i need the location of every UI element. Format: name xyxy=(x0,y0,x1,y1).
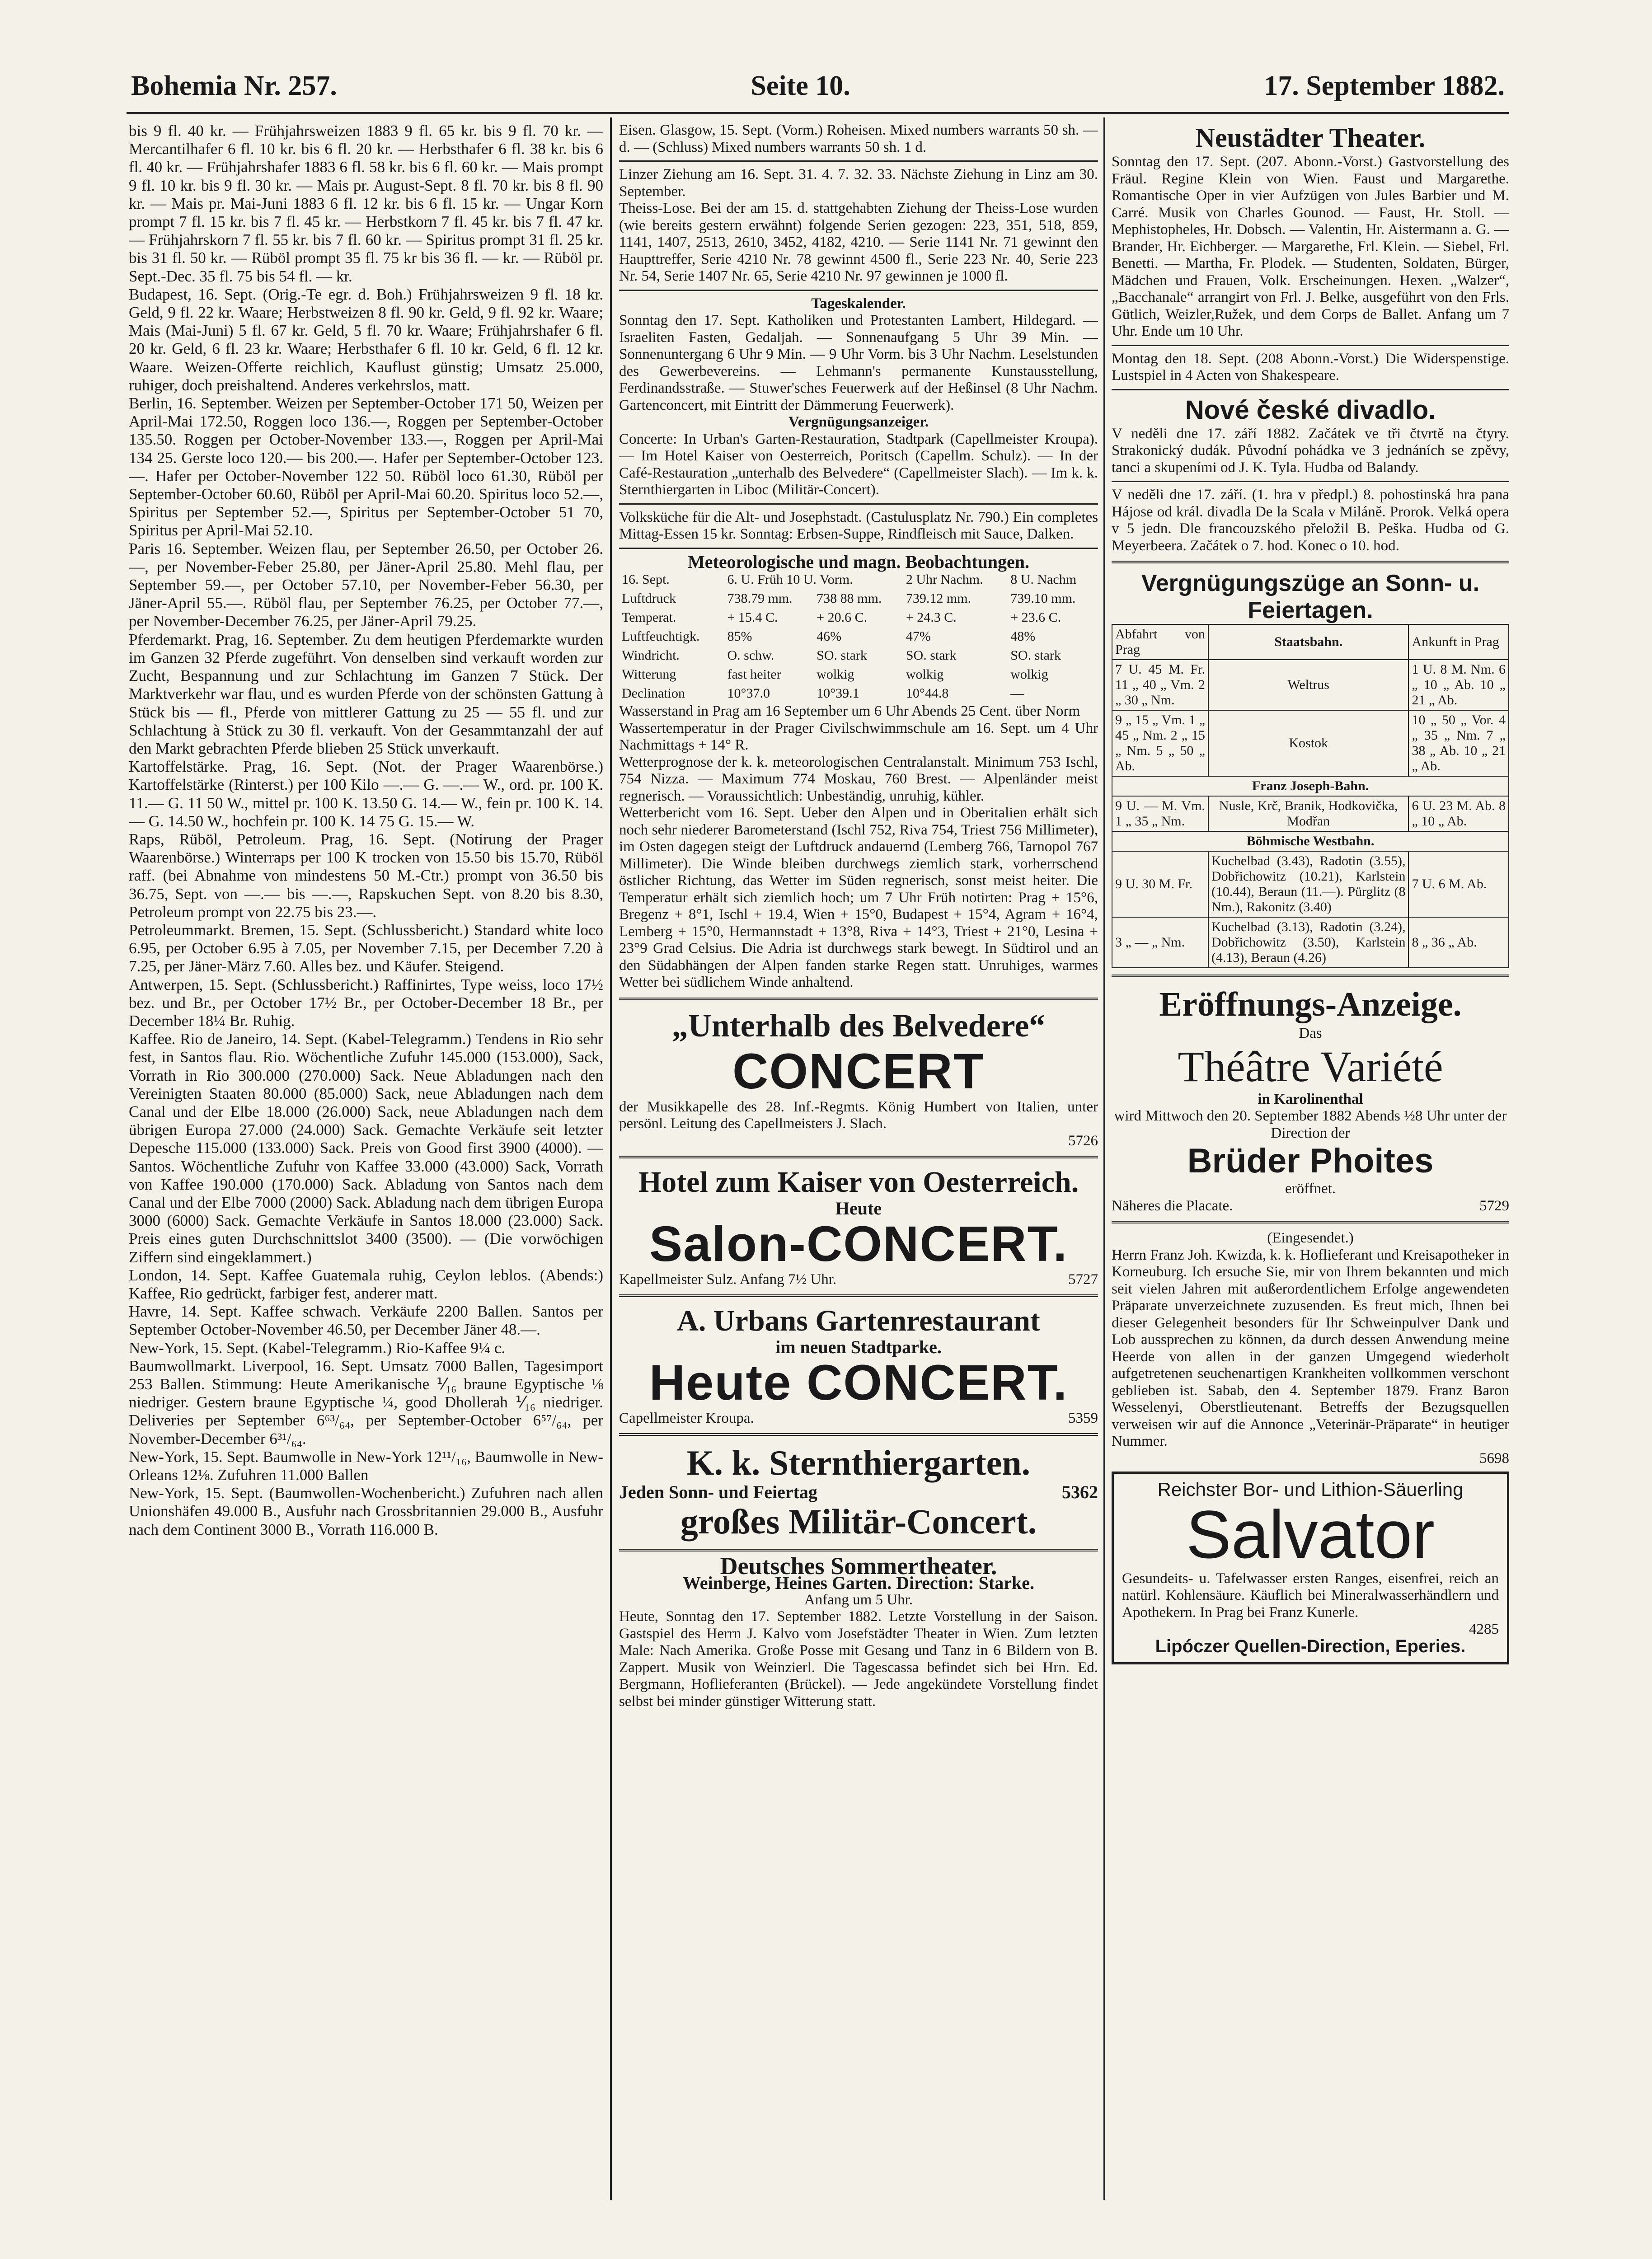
ad-theatre-variete xyxy=(1112,984,1509,1214)
column-3-theatre xyxy=(1112,122,1509,2200)
theatre-program: Sonntag den 17. Sept. (207. Abonn.-Vorst.) Gastvorstellung des Fräul. Regine Klein von Wien. Faust und Margarethe. Romantische Oper in vier Aufzügen von Jules Barbier und M. Carré. Musik von Charles Gounod. — Faust, Hr. Stoll. — Mephistopheles, Hr. Dobsch. — Valentin, Hr. Aistermann a. G. — Brander, Hr. Eichberger. — Margarethe, Frl. Klein. — Siebel, Frl. Benetti. — Martha, Fr. Plodek. — Studenten, Soldaten, Bürger, Mädchen und Frauen, Volk. Erscheinungen. Hexen. „Walzer“, „Bacchanale“ arrangirt von Frl. J. Belke, ausgeführt von den Frls. Gütlich, Weizler,Ružek, und dem Corps de Ballet. Anfang um 7 Uhr. Ende um 10 Uhr. xyxy=(1112,154,1509,339)
weather-cell: wolkig xyxy=(1010,667,1048,682)
weather-cell: wolkig xyxy=(906,667,944,682)
ad-text: eröffnet. xyxy=(1285,1181,1336,1197)
ad-headline: CONCERT xyxy=(732,1043,985,1099)
czech-theatre-program: V neděli dne 17. září 1882. Začátek ve tři čtvrtě na čtyry. Strakonický dudák. Původní pohádka ve 3 jednáních se zpěvy, tanci a skupeními od J. K. Tyla. Hudba od Balandy. xyxy=(1112,425,1509,476)
weather-head: 16. Sept. xyxy=(622,572,670,587)
weather-cell: SO. stark xyxy=(1010,648,1061,663)
czech-theatre-title: Nové české divadlo. xyxy=(1185,395,1436,425)
timetable-cell: 8 „ 36 „ Ab. xyxy=(1408,917,1509,968)
ad-title: Hotel zum Kaiser von Oesterreich. xyxy=(638,1166,1079,1199)
entertainment-text: Concerte: In Urban's Garten-Restauration, Stadtpark (Capellmeister Kroupa). — Im Hotel Kaiser von Oesterreich, Poritsch (Capellm. Schulz). — In der Café-Restauration „unterhalb des Belvedere“ (Capellmeister Slach). — Im k. k. Sternthiergarten in Liboc (Militär-Concert). xyxy=(619,431,1098,498)
timetable-cell: Kuchelbad (3.13), Radotin (3.24), Dobřichowitz (3.50), Karlstein (4.13), Beraun (4.26) xyxy=(1208,917,1409,968)
timetable-cell: 6 U. 23 M. Ab. 8 „ 10 „ Ab. xyxy=(1408,796,1509,831)
weather-cell: 10°39.1 xyxy=(817,686,859,701)
ad-headline: Salon-CONCERT. xyxy=(649,1216,1068,1272)
ad-subtitle: im neuen Stadtparke. xyxy=(775,1337,942,1357)
ad-text: Gesundeits- u. Tafelwasser ersten Ranges, eisenfrei, reich an natürl. Kohlensäure. Käuflich bei Mineralwasserhändlern und Apothekern. In Prag bei Franz Kunerle. xyxy=(1122,1570,1499,1621)
ad-text: in Karolinenthal xyxy=(1258,1091,1363,1107)
weather-title: Meteorologische und magn. Beobachtungen. xyxy=(688,551,1029,572)
ad-headline: großes Militär-Concert. xyxy=(680,1501,1037,1541)
timetable-cell: 7 U. 6 M. Ab. xyxy=(1408,851,1509,917)
ad-number: 4285 xyxy=(1469,1621,1499,1637)
weather-cell: + 15.4 C. xyxy=(727,610,778,625)
ad-kwizda xyxy=(1112,1230,1509,1467)
timetable-cell: 3 „ — „ Nm. xyxy=(1112,917,1208,968)
ad-headline: Heute CONCERT. xyxy=(649,1354,1068,1411)
weather-cell: 738.79 mm. xyxy=(727,591,793,606)
weather-cell: 739.10 mm. xyxy=(1010,591,1076,606)
header-publication: Bohemia Nr. 257. xyxy=(131,70,337,101)
timetable-cell: Nusle, Krč, Branik, Hodkovička, Modřan xyxy=(1208,796,1409,831)
market-report: Baumwollmarkt. Liverpool, 16. Sept. Umsatz 7000 Ballen, Tagesimport 253 Ballen. Stimmung: Heute Amerikanische ⅟₁₆ braune Egyptische ⅛ niedriger. Gestern braune Egyptische ¼, good Dhollerah ⅟₁₆ niedriger. Deliveries per September 6⁶³/₆₄, per September-October 6⁵⁷/₆₄, per November-December 6³¹/₆₄. xyxy=(129,1357,603,1448)
ad-text: Heute, Sonntag den 17. September 1882. Letzte Vorstellung in der Saison. Gastspiel des Herrn J. Kalvo vom Josefstädter Theater in Wien. Zum letzten Male: Nach Amerika. Große Posse mit Gesang und Tanz in 6 Bildern von B. Zappert. Musik von Weinzierl. Die Tagescassa befindet sich bei Hrn. Ed. Bergmann, Hoflieferanten (Brückel). — Jede angekündete Vorstellung findet selbst bei minder günstiger Witterung statt. xyxy=(619,1608,1098,1710)
market-report: Budapest, 16. Sept. (Orig.-Te egr. d. Boh.) Frühjahrsweizen 9 fl. 18 kr. Geld, 9 fl. 22 kr. Waare; Herbstweizen 8 fl. 90 kr. Geld, 9 fl. 92 kr. Waare; Mais (Mai-Juni) 5 fl. 67 kr. Geld, 5 fl. 70 kr. Waare; Frühjahrshafer 6 fl. 20 kr. Geld, 6 fl. 23 kr. Waare; Herbsthafer 6 fl. 10 kr. Geld, 6 fl. 12 kr. Waare. Weizen-Offerte reichlich, Kauflust günstig; Umsatz 25.000, ruhiger, doch preishaltend. Anderes verkehrslos, matt. xyxy=(129,285,603,394)
market-report: Havre, 14. Sept. Kaffee schwach. Verkäufe 2200 Ballen. Santos per September October-November 46.50, per December Jäner 48.—. xyxy=(129,1303,603,1339)
weather-cell: fast heiter xyxy=(727,667,781,682)
timetable-cell: 10 „ 50 „ Vor. 4 „ 35 „ Nm. 7 „ 38 „ Ab. 10 „ 21 „ Ab. xyxy=(1408,710,1509,776)
timetable-line-title: Böhmische Westbahn. xyxy=(1112,831,1509,851)
ad-number: 5726 xyxy=(1068,1132,1098,1149)
weather-head: 8 U. Nachm xyxy=(1010,572,1077,587)
calendar-title: Tageskalender. xyxy=(811,295,906,312)
weather-cell: 47% xyxy=(906,629,931,644)
weather-cell: 85% xyxy=(727,629,752,644)
market-report: New-York, 15. Sept. Baumwolle in New-York 12¹¹/₁₆, Baumwolle in New-Orleans 12⅛. Zufuhren 11.000 Ballen xyxy=(129,1448,603,1484)
ad-number: 5698 xyxy=(1479,1450,1509,1467)
iron-report: Eisen. Glasgow, 15. Sept. (Vorm.) Roheisen. Mixed numbers warrants 50 sh. — d. — (Schluss) Mixed numbers warrants 50 sh. 1 d. xyxy=(619,122,1098,155)
weather-cell: Windricht. xyxy=(622,648,680,663)
divider xyxy=(1112,481,1509,482)
weather-cell: wolkig xyxy=(817,667,854,682)
ad-sommertheater xyxy=(619,1552,1098,1711)
divider xyxy=(1112,561,1509,563)
timetable-cell: 9 U. — M. Vm. 1 „ 35 „ Nm. xyxy=(1112,796,1208,831)
ad-title: K. k. Sternthiergarten. xyxy=(686,1443,1031,1482)
ad-hotel-kaiser xyxy=(619,1165,1098,1288)
weather-cell: O. schw. xyxy=(727,648,774,663)
market-report: Kartoffelstärke. Prag, 16. Sept. (Not. der Prager Waarenbörse.) Kartoffelstärke (Rinterst.) per 100 Kilo —.— G. —.— W., ord. pr. 100 K. 11.— G. 11 50 W., mittel pr. 100 K. 13.50 G. 14.— W., fein pr. 100 K. 14.— G. 14.50 W., hochfein pr. 100 K. 14 75 G. 15.— W. xyxy=(129,758,603,830)
ad-footer: Lipóczer Quellen-Direction, Eperies. xyxy=(1155,1636,1466,1656)
excursion-timetable xyxy=(1112,624,1509,968)
ad-title: (Eingesendet.) xyxy=(1267,1230,1354,1246)
header-page-number: Seite 10. xyxy=(751,70,850,101)
weather-cell: 739.12 mm. xyxy=(906,591,971,606)
ad-das: Das xyxy=(1299,1025,1322,1041)
column-1-markets xyxy=(129,122,603,2200)
page-header xyxy=(131,63,1505,108)
timetable-head: Abfahrt von Prag xyxy=(1112,624,1208,660)
weather-cell: + 23.6 C. xyxy=(1010,610,1061,625)
ad-text: wird Mittwoch den 20. September 1882 Abends ½8 Uhr unter der Direction der xyxy=(1114,1108,1507,1141)
timetable-cell: 9 „ 15 „ Vm. 1 „ 45 „ Nm. 2 „ 15 „ Nm. 5 „ 50 „ Ab. xyxy=(1112,710,1208,776)
ad-subtitle: Jeden Sonn- und Feiertag xyxy=(619,1482,817,1502)
ad-text: Näheres die Placate. xyxy=(1112,1197,1233,1214)
ad-number: 5362 xyxy=(1062,1482,1098,1502)
theatre-program: Montag den 18. Sept. (208 Abonn.-Vorst.) Die Widerspenstige. Lustspiel in 4 Acten von Shakespeare. xyxy=(1112,350,1509,384)
market-report: New-York, 15. Sept. (Baumwollen-Wochenbericht.) Zufuhren nach allen Unionshäfen 49.000 B., Ausfuhr nach Grossbritannien 29.000 B., Ausfuhr nach dem Continent 3000 B., Vorrath 116.000 B. xyxy=(129,1484,603,1538)
divider xyxy=(619,160,1098,162)
weather-cell: Witterung xyxy=(622,667,676,682)
divider xyxy=(1112,389,1509,390)
weather-cell: SO. stark xyxy=(817,648,867,663)
market-report: London, 14. Sept. Kaffee Guatemala ruhig, Ceylon leblos. (Abends:) Kaffee, Rio gedrückt, farbiger fest, anderer matt. xyxy=(129,1266,603,1302)
divider xyxy=(619,290,1098,291)
timetable-cell: Kostok xyxy=(1208,710,1409,776)
timetable-cell: 7 U. 45 M. Fr. 11 „ 40 „ Vm. 2 „ 30 „ Nm. xyxy=(1112,660,1208,710)
divider xyxy=(1112,975,1509,977)
weather-cell: — xyxy=(1010,686,1024,701)
timetable-cell: Weltrus xyxy=(1208,660,1409,710)
column-divider xyxy=(610,117,612,2200)
divider xyxy=(619,503,1098,505)
water-temperature: Wassertemperatur in der Prager Civilschwimmschule am 16. Sept. um 4 Uhr Nachmittags + 14° R. xyxy=(619,720,1098,753)
soup-kitchen-notice: Volksküche für die Alt- und Josephstadt. (Castulusplatz Nr. 790.) Ein completes Mittag-Essen 15 kr. Sonntag: Erbsen-Suppe, Rindfleisch mit Sauce, Dalken. xyxy=(619,509,1098,542)
ad-title: A. Urbans Gartenrestaurant xyxy=(677,1304,1040,1337)
weather-prognosis: Wetterprognose der k. k. meteorologischen Centralanstalt. Minimum 753 Ischl, 754 Nizza. — Maximum 774 Moskau, 760 Brest. — Alpenländer meist regnerisch. — Voraussichtlich: Unbeständig, unruhig, kühler. xyxy=(619,754,1098,804)
market-report: Paris 16. September. Weizen flau, per September 26.50, per October 26.—, per November-Feber 25.80, per Jäner-April 25.80. Mehl flau, per September 59.—, per October 57.10, per November-Feber 56.30, per Jäner-April 55.—. Rüböl flau, per September 76.25, per October 77.—, per November-December 76.25, per Jäner-April 79.25. xyxy=(129,539,603,630)
weather-cell: + 24.3 C. xyxy=(906,610,957,625)
weather-cell: 48% xyxy=(1010,629,1036,644)
ad-text: Kapellmeister Sulz. Anfang 7½ Uhr. xyxy=(619,1271,837,1288)
weather-cell: 46% xyxy=(817,629,842,644)
weather-cell: 738 88 mm. xyxy=(817,591,882,606)
ad-headline: Théâtre Variété xyxy=(1178,1042,1443,1091)
weather-cell: Luftdruck xyxy=(622,591,676,606)
weather-head: 6. U. Früh 10 U. Vorm. xyxy=(727,572,853,587)
ad-text: Capellmeister Kroupa. xyxy=(619,1410,754,1426)
divider xyxy=(1112,1221,1509,1223)
entertainment-title: Vergnügungsanzeiger. xyxy=(788,414,929,430)
divider xyxy=(619,1433,1098,1436)
ad-text: der Musikkapelle des 28. Inf.-Regmts. König Humbert von Italien, unter persönl. Leitung des Capellmeisters J. Slach. xyxy=(619,1098,1098,1132)
market-report: Berlin, 16. September. Weizen per September-October 171 50, Weizen per April-Mai 172.50, Roggen loco 136.—, Roggen per September-October 135.50. Roggen per October-November 133.—, Roggen per April-Mai 134 25. Gerste loco 120.— bis 200.—. Hafer per September-October 123.—. Hafer per October-November 122 50. Rüböl loco 61.30, Rüböl per September-October 60.60, Rüböl per April-Mai 60.20. Spiritus loco 52.—, Spiritus per September 52.—, Spiritus per September-October 51 70, Spiritus per April-Mai 52.10. xyxy=(129,394,603,539)
timetable-cell: 1 U. 8 M. Nm. 6 „ 10 „ Ab. 10 „ 21 „ Ab. xyxy=(1408,660,1509,710)
ad-salvator xyxy=(1112,1472,1509,1664)
column-2-notices xyxy=(619,122,1098,2200)
ad-number: 5727 xyxy=(1068,1271,1098,1288)
weather-cell: SO. stark xyxy=(906,648,957,663)
market-report: New-York, 15. Sept. (Kabel-Telegramm.) Rio-Kaffee 9¼ c. xyxy=(129,1339,506,1357)
timetable-head: Ankunft in Prag xyxy=(1408,624,1509,660)
weather-cell: Temperat. xyxy=(622,610,676,625)
lottery-report: Theiss-Lose. Bei der am 15. d. stattgehabten Ziehung der Theiss-Lose wurden (wie bereits gestern erwähnt) folgende Serien gezogen: 223, 351, 518, 859, 1141, 1407, 2513, 2610, 3452, 4182, 4210. — Serie 1141 Nr. 71 gewinnt den Haupttreffer, Serie 4210 Nr. 78 gewinnt 4500 fl., Serie 223 Nr. 40, Serie 223 Nr. 54, Serie 1407 Nr. 65, Serie 4210 Nr. 97 gewinnen je 1000 fl. xyxy=(619,200,1098,284)
timetable-cell: Kuchelbad (3.43), Radotin (3.55), Dobřichowitz (10.21), Karlstein (10.44), Beraun (11.—). Pürglitz (8 Nm.), Rakonitz (3.40) xyxy=(1208,851,1409,917)
ad-headline: Brüder Phoites xyxy=(1187,1142,1434,1180)
excursion-trains-title: Vergnügungszüge an Sonn- u. Feiertagen. xyxy=(1141,570,1480,623)
divider xyxy=(619,1156,1098,1158)
ad-heute: Heute xyxy=(835,1198,882,1219)
weather-head: 2 Uhr Nachm. xyxy=(906,572,983,587)
divider xyxy=(1112,345,1509,346)
ad-title: „Unterhalb des Belvedere“ xyxy=(671,1007,1046,1044)
weather-cell: + 20.6 C. xyxy=(817,610,868,625)
weather-report: Wetterbericht vom 16. Sept. Ueber den Alpen und in Oberitalien erhält sich noch sehr niederer Barometerstand (Ischl 752, Riva 754, Triest 756 Millimeter), im Osten dagegen steigt der Luftdruck andauernd (Lemberg 766, Tarnopol 767 Millimeter). Die Winde bleiben durchwegs ziemlich stark, vorherrschend östlicher Richtung, das Wetter im Süden regnerisch, sonst meist heiter. Die Temperatur erhält sich ziemlich hoch; um 7 Uhr Früh notirten: Prag + 15°6, Bregenz + 8°1, Ischl + 19.4, Wien + 15°0, Budapest + 15°4, Agram + 16°4, Lemberg + 15°0, Hermannstadt + 13°8, Riva + 14°3, Triest + 21°0, Lesina + 23°9 Grad Celsius. Die Adria ist durchwegs stark bewegt. In Südtirol und an den Südabhängen der Alpen fanden starke Regen statt. Unruhiges, warmes Wetter bei südlichem Winde anhaltend. xyxy=(619,805,1098,990)
ad-title: Eröffnungs-Anzeige. xyxy=(1159,985,1462,1023)
ad-title: Reichster Bor- und Lithion-Säuerling xyxy=(1157,1479,1464,1500)
column-divider xyxy=(1103,117,1105,2200)
timetable-line-title: Franz Joseph-Bahn. xyxy=(1112,776,1509,796)
ad-belvedere xyxy=(619,1007,1098,1150)
weather-cell: Luftfeuchtigk. xyxy=(622,629,700,644)
header-rule xyxy=(127,112,1509,114)
weather-cell: 10°37.0 xyxy=(727,686,770,701)
weather-table xyxy=(619,570,1098,703)
ad-subtitle: Anfang um 5 Uhr. xyxy=(804,1591,913,1608)
market-report: Antwerpen, 15. Sept. (Schlussbericht.) Raffinirtes, Type weiss, loco 17½ bez. und Br., per October 17½ Br., per October-December 18 Br., per December 18¼ Br. Ruhig. xyxy=(129,975,603,1030)
timetable-head: Staatsbahn. xyxy=(1208,624,1409,660)
divider xyxy=(619,548,1098,549)
ad-number: 5729 xyxy=(1479,1197,1509,1214)
weather-cell: Declination xyxy=(622,686,685,701)
ad-number: 5359 xyxy=(1068,1410,1098,1426)
divider xyxy=(619,1549,1098,1551)
czech-theatre-program: V neděli dne 17. září. (1. hra v předpl.) 8. pohostinská hra pana Hájose od král. divadla De la Scala v Miláně. Prorok. Velká opera v 5 jedn. Dle francouzského přeložil B. Peška. Hudba od G. Meyerbeera. Začátek o 7. hod. Konec o 10. hod. xyxy=(1112,487,1509,554)
ad-sternthiergarten xyxy=(619,1442,1098,1542)
divider xyxy=(619,1294,1098,1297)
ad-text: Herrn Franz Joh. Kwizda, k. k. Hoflieferant und Kreisapotheker in Korneuburg. Ich ersuche Sie, mir von Ihrem bekannten und mich seit vielen Jahren mit außerordentlichem Erfolge angewendeten Präparate unverzeichnete zuzusenden. Es freut mich, Ihnen bei dieser Gelegenheit besonders für Ihr Schweinpulver Dank und Lob aussprechen zu können, da durch dessen Anwendung meine Heerde von allen in der ganzen Umgegend wiederholt aufgetretenen seuchenartigen Krankheiten vollkommen verschont geblieben ist. Sabab, den 4. September 1879. Franz Baron Wesselenyi, Oberstlieutenant. Betreffs der Bezugsquellen verweisen wir auf die Annonce „Veterinär-Präparate“ in heutiger Nummer. xyxy=(1112,1247,1509,1449)
ad-headline: Salvator xyxy=(1186,1496,1435,1572)
ad-title: Deutsches Sommertheater. xyxy=(720,1552,997,1579)
ad-subtitle: Weinberge, Heines Garten. Direction: Starke. xyxy=(682,1573,1034,1593)
market-report: Raps, Rüböl, Petroleum. Prag, 16. Sept. (Notirung der Prager Waarenbörse.) Winterraps per 100 K trocken von 15.50 bis 15.70, Rüböl raff. (bei Abnahme von mindestens 50 M.-Ctr.) prompt von 36.50 bis 36.75, Sept. von —.— bis —.—, Rapskuchen Sept. von 8.20 bis 8.30, Petroleum prompt von 22.75 bis 23.—. xyxy=(129,830,603,921)
market-report: Kaffee. Rio de Janeiro, 14. Sept. (Kabel-Telegramm.) Tendens in Rio sehr fest, in Santos flau. Rio. Wöchentliche Zufuhr 145.000 (153.000), Sack, Vorrath in Rio 300.000 (270.000) Sack. Neue Abladungen nach den Vereinigten Staaten 80.000 (85.000) Sack, neue Abladungen nach dem Canal und der Elbe 18.000 (26.000) Sack, neue Abladungen nach dem übrigen Europa 27.000 (24.000) Sack. Gemachte Verkäufe seit letzter Depesche 115.000 (133.000) Sack. Preis von Good first 3900 (4000). — Santos. Wöchentliche Zufuhr von Kaffee 33.000 (43.000) Sack, Vorrath von Kaffee 190.000 (170.000) Sack. Abladung von Santos nach dem Canal und der Elbe 7000 (2000) Sack. Abladung nach dem übrigen Europa 3000 (6000) Sack. Gemachte Verkäufe in Santos 18.000 (23.000) Sack. Preis eines guten Durchschnittslot 3400 (3500). — (Die vorwöchigen Ziffern sind eingeklammert.) xyxy=(129,1030,603,1266)
market-report: bis 9 fl. 40 kr. — Frühjahrsweizen 1883 9 fl. 65 kr. bis 9 fl. 70 kr. — Mercantilhafer 6 fl. 10 kr. bis 6 fl. 20 kr. — Herbsthafer 6 fl. 38 kr. bis 6 fl. 40 kr. — Frühjahrshafer 1883 6 fl. 58 kr. bis 6 fl. 60 kr. — Mais prompt 9 fl. 10 kr. bis 9 fl. 30 kr. — Mais pr. August-Sept. 8 fl. 70 kr. bis 8 fl. 90 kr. — Mais pr. Mai-Juni 1883 6 fl. 12 kr. bis 6 fl. 15 kr. — Ungar Korn prompt 7 fl. 15 kr. bis 7 fl. 45 kr. — Herbstkorn 7 fl. 45 kr. bis 7 fl. 47 kr. — Frühjahrskorn 7 fl. 55 kr. bis 7 fl. 60 kr. — Spiritus prompt 31 fl. 25 kr. bis 31 fl. 50 kr. — Rüböl prompt 35 fl. 75 kr bis 36 fl. — kr. — Rüböl pr. Sept.-Dec. 35 fl. 75 bis 54 fl. — kr. xyxy=(129,122,603,285)
theatre-title: Neustädter Theater. xyxy=(1195,123,1426,153)
ad-urban-garden xyxy=(619,1303,1098,1427)
water-level: Wasserstand in Prag am 16 September um 6 Uhr Abends 25 Cent. über Norm xyxy=(619,703,1080,719)
divider xyxy=(619,998,1098,1000)
lottery-report: Linzer Ziehung am 16. Sept. 31. 4. 7. 32. 33. Nächste Ziehung in Linz am 30. September. xyxy=(619,166,1098,200)
weather-cell: 10°44.8 xyxy=(906,686,949,701)
market-report: Pferdemarkt. Prag, 16. September. Zu dem heutigen Pferdemarkte wurden im Ganzen 32 Pferde zugeführt. Von denselben sind verkauft worden zur Zucht, Bespannung und zur Schlachtung im Ganzen 7 Stück. Der Marktverkehr war flau, und es wurden Pferde von der schönsten Gattung à Stück bis — fl., Pferde von mittlerer Gattung zu 25 — 55 fl. und zur Schlachtung à Stück zu 30 fl. verkauft. Von der Gesammtanzahl der auf den Markt gebrachten Pferde blieben 25 Stück unverkauft. xyxy=(129,630,603,757)
calendar-text: Sonntag den 17. Sept. Katholiken und Protestanten Lambert, Hildegard. — Israeliten Fasten, Gedaljah. — Sonnenaufgang 5 Uhr 39 Min. — Sonnenuntergang 6 Uhr 9 Min. — 9 Uhr Vorm. bis 3 Uhr Nachm. Leselstunden des Gewerbevereins. — Lehmann's permanente Kunstausstellung, Ferdinandsstraße. — Stuwer'sches Feuerwerk auf der Heßinsel (8 Uhr Nachm. Gartenconcert, mit Eintritt der Dämmerung Feuerwerk). xyxy=(619,312,1098,413)
header-date: 17. September 1882. xyxy=(1264,70,1505,101)
market-report: Petroleummarkt. Bremen, 15. Sept. (Schlussbericht.) Standard white loco 6.95, per October 6.95 à 7.05, per November 7.15, per December 7.20 à 7.25, per Jäner-März 7.60. Alles bez. und Käufer. Steigend. xyxy=(129,921,603,975)
timetable-cell: 9 U. 30 M. Fr. xyxy=(1112,851,1208,917)
